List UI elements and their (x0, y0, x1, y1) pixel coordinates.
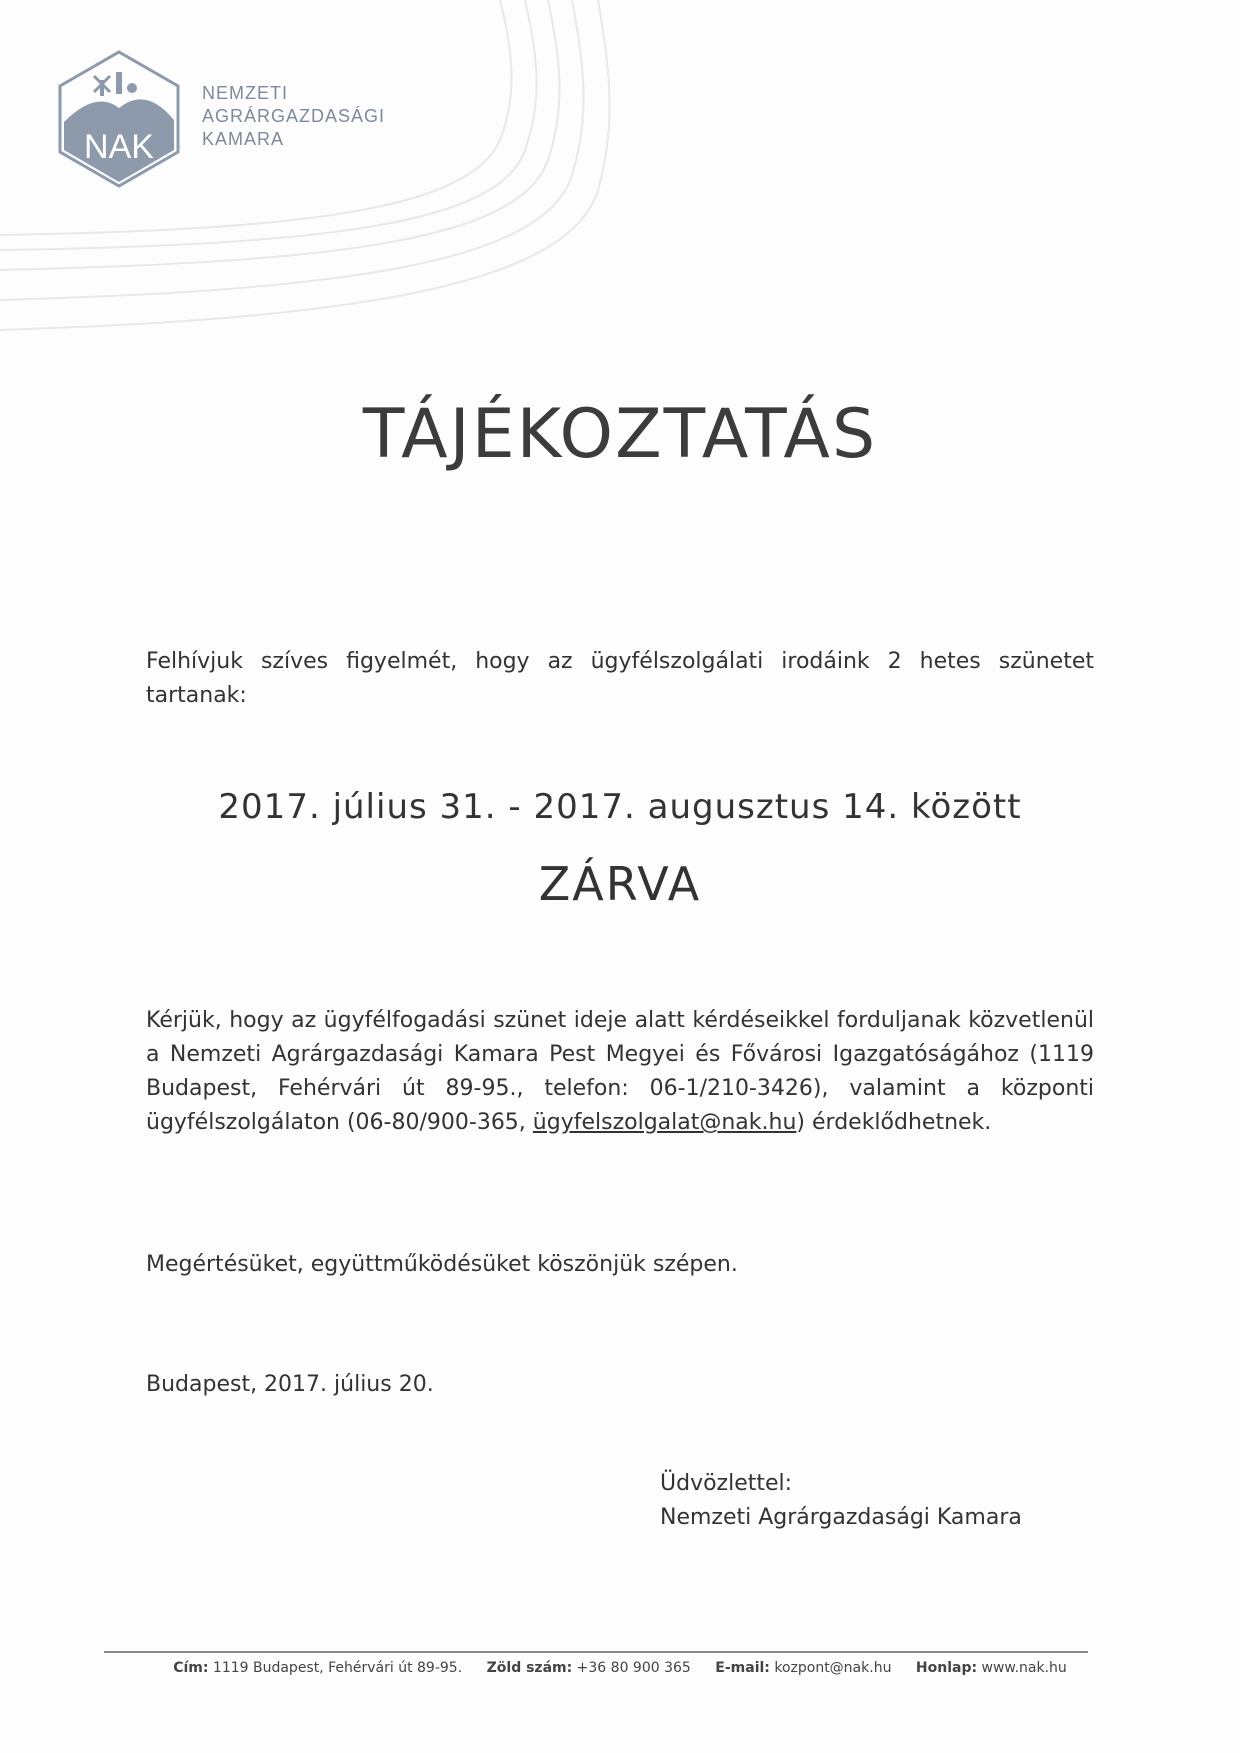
footer-phone-value: +36 80 900 365 (576, 1660, 691, 1676)
body-paragraph (146, 1004, 1094, 1140)
org-name-line-1: NEMZETI (202, 83, 288, 103)
intro-paragraph: Felhívjuk szíves figyelmét, hogy az ügyfélszolgálati irodáink 2 hetes szünetet tartanak: (146, 649, 1094, 708)
body-text-before: Kérjük, hogy az ügyfélfogadási szünet ideje alatt kérdéseikkel forduljanak közvetlenül a Nemzeti Agrárgazdasági Kamara Pest Megyei és Fővárosi Igazgatóságához (1119 Budapest, Fehérvári út 89-95., telefon: 06-1/210-3426), valamint a központi ügyfélszolgálaton (06-80/900-365, (146, 1008, 1094, 1135)
logo-text: NAK (84, 128, 154, 166)
footer-email-value[interactable]: kozpont@nak.hu (774, 1660, 892, 1676)
footer-phone (487, 1660, 691, 1676)
place-date: Budapest, 2017. július 20. (146, 1372, 434, 1397)
footer-email-label: E-mail: (715, 1660, 770, 1676)
org-name-line-3: KAMARA (202, 129, 285, 149)
footer-web-value[interactable]: www.nak.hu (981, 1660, 1067, 1676)
page-title: TÁJÉKOZTATÁS (362, 395, 878, 474)
footer-web (916, 1660, 1067, 1676)
closure-dates: 2017. július 31. - 2017. augusztus 14. között (218, 787, 1022, 827)
footer-email (715, 1660, 891, 1676)
footer-address-label: Cím: (173, 1660, 209, 1676)
footer (0, 1660, 1240, 1676)
footer-address (173, 1660, 462, 1676)
service-email-link[interactable]: ügyfelszolgalat@nak.hu (532, 1110, 797, 1135)
signoff-block (660, 1467, 1022, 1535)
closed-notice: ZÁRVA (538, 857, 702, 911)
org-name (202, 82, 385, 151)
nak-logo (56, 50, 182, 188)
signoff-signer: Nemzeti Agrárgazdasági Kamara (660, 1505, 1022, 1530)
thanks-paragraph: Megértésüket, együttműködésüket köszönjük szépen. (146, 1252, 738, 1277)
footer-address-value: 1119 Budapest, Fehérvári út 89-95. (212, 1660, 463, 1676)
footer-divider (104, 1651, 1088, 1653)
header-swoosh-decoration (0, 0, 1240, 360)
footer-web-label: Honlap: (915, 1660, 978, 1676)
body-text-after: ) érdeklődhetnek. (796, 1110, 992, 1135)
footer-phone-label: Zöld szám: (486, 1660, 573, 1676)
org-name-line-2: AGRÁRGAZDASÁGI (202, 106, 386, 126)
signoff-greeting: Üdvözlettel: (660, 1471, 793, 1496)
